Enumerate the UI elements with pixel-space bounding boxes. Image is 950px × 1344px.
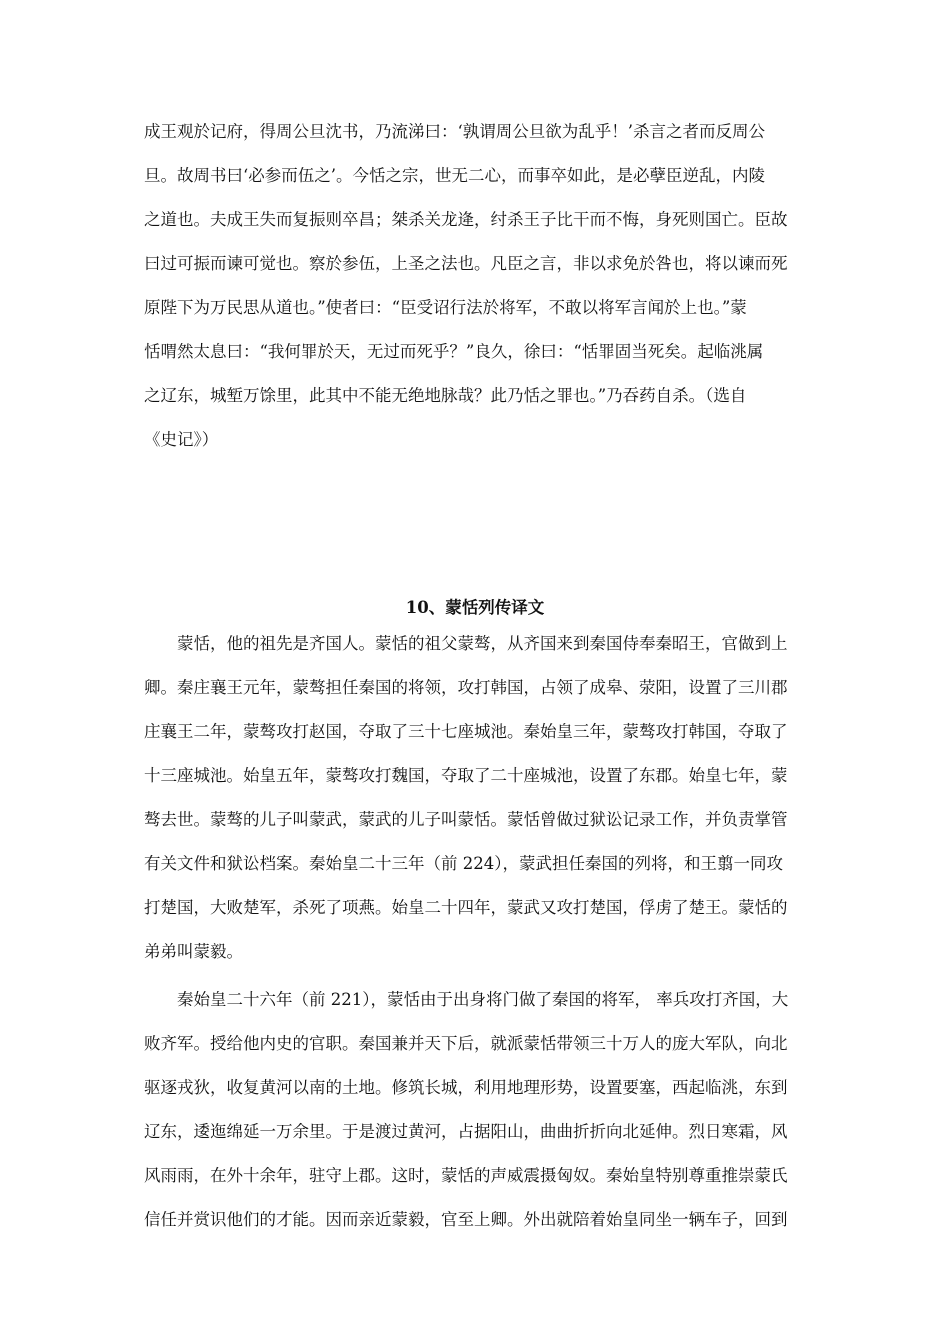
paragraph-line: 打楚国，大败楚军，杀死了项燕。始皇二十四年，蒙武又攻打楚国，俘虏了楚王。蒙恬的 (144, 898, 788, 917)
paragraph-line: 骜去世。蒙骜的儿子叫蒙武，蒙武的儿子叫蒙恬。蒙恬曾做过狱讼记录工作，并负责掌管 (144, 810, 788, 829)
paragraph-line: 庄襄王二年，蒙骜攻打赵国，夺取了三十七座城池。秦始皇三年，蒙骜攻打韩国，夺取了 (144, 722, 788, 741)
passage-line: 《史记》） (144, 430, 219, 449)
paragraph-line: 信任并赏识他们的才能。因而亲近蒙毅，官至上卿。外出就陪着始皇同坐一辆车子，回到 (144, 1210, 788, 1229)
passage-line: 原陛下为万民思从道也。”使者曰：“臣受诏行法於将军，不敢以将军言闻於上也。”蒙 (144, 298, 747, 317)
passage-line: 成王观於记府，得周公旦沈书，乃流涕曰：‘孰谓周公旦欲为乱乎！’杀言之者而反周公 (144, 122, 765, 141)
paragraph-line: 风雨雨，在外十余年，驻守上郡。这时，蒙恬的声威震摄匈奴。秦始皇特别尊重推崇蒙氏 (144, 1166, 788, 1185)
paragraph-line: 败齐军。授给他内史的官职。秦国兼并天下后，就派蒙恬带领三十万人的庞大军队，向北 (144, 1034, 788, 1053)
passage-line: 旦。故周书曰‘必参而伍之’。今恬之宗，世无二心，而事卒如此，是必孽臣逆乱，内陵 (144, 166, 765, 185)
paragraph-line: 卿。秦庄襄王元年，蒙骜担任秦国的将领，攻打韩国，占领了成皋、荥阳，设置了三川郡 (144, 678, 788, 697)
paragraph-line: 弟弟叫蒙毅。 (144, 942, 243, 961)
passage-line: 之辽东，城堑万馀里，此其中不能无绝地脉哉？此乃恬之罪也。”乃吞药自杀。（选自 (144, 386, 747, 405)
paragraph-line: 蒙恬，他的祖先是齐国人。蒙恬的祖父蒙骜，从齐国来到秦国侍奉秦昭王，官做到上 (177, 634, 788, 653)
section-title: 10、蒙恬列传译文 (405, 598, 545, 617)
paragraph-line: 秦始皇二十六年（前 221），蒙恬由于出身将门做了秦国的将军， 率兵攻打齐国，大 (177, 990, 789, 1009)
paragraph-line: 有关文件和狱讼档案。秦始皇二十三年（前 224），蒙武担任秦国的列将，和王翦一同攻 (144, 854, 783, 873)
passage-line: 之道也。夫成王失而复振则卒昌；桀杀关龙逄，纣杀王子比干而不悔，身死则国亡。臣故 (144, 210, 788, 229)
passage-line: 曰过可振而谏可觉也。察於参伍，上圣之法也。凡臣之言，非以求免於咎也，将以谏而死 (144, 254, 788, 273)
passage-line: 恬喟然太息曰：“我何罪於天，无过而死乎？”良久，徐曰：“恬罪固当死矣。起临洮属 (144, 342, 764, 361)
paragraph-line: 辽东，逶迤绵延一万余里。于是渡过黄河，占据阳山，曲曲折折向北延伸。烈日寒霜，风 (144, 1122, 788, 1141)
paragraph-line: 驱逐戎狄，收复黄河以南的土地。修筑长城，利用地理形势，设置要塞，西起临洮，东到 (144, 1078, 788, 1097)
paragraph-line: 十三座城池。始皇五年，蒙骜攻打魏国，夺取了二十座城池，设置了东郡。始皇七年，蒙 (144, 766, 788, 785)
